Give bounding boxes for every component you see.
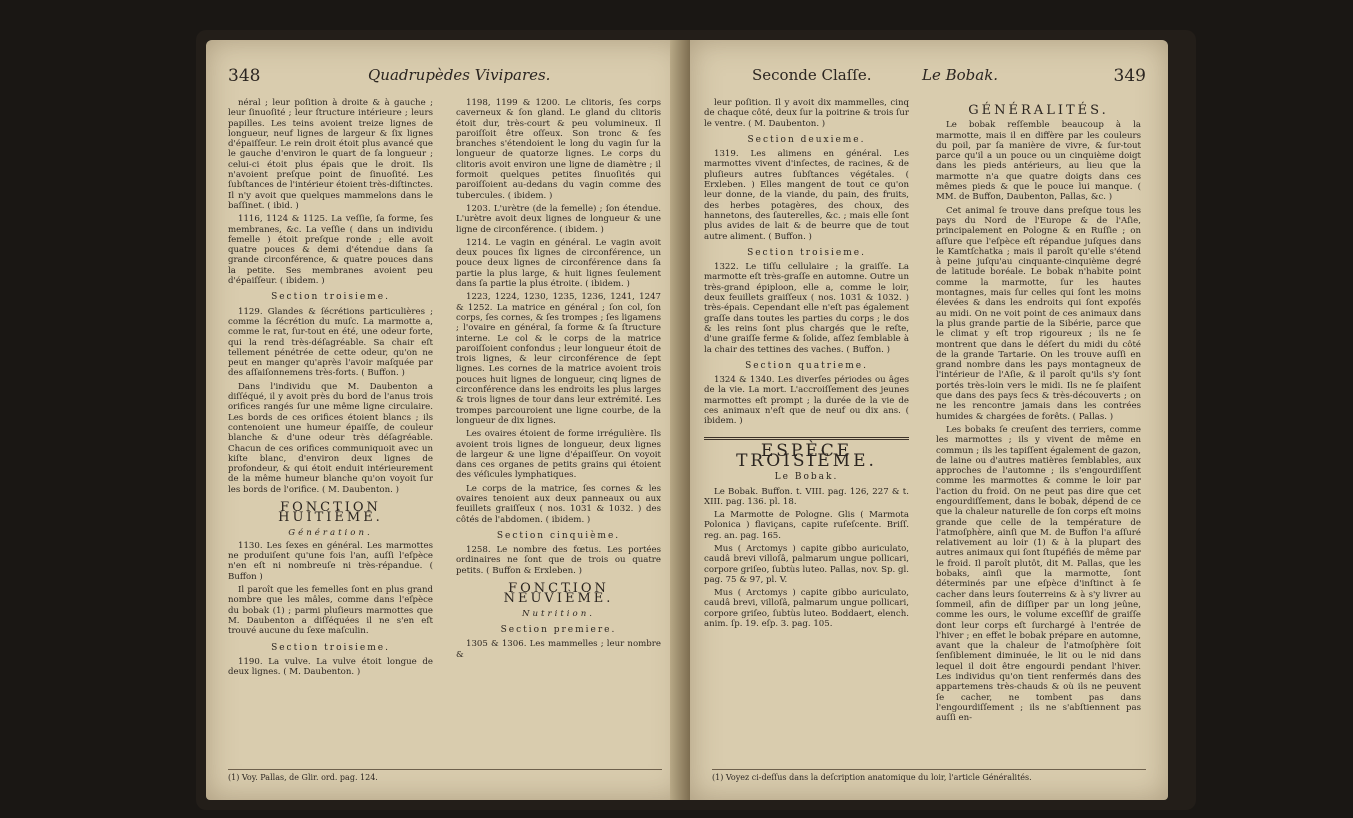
subheading: Nutrition. [521, 608, 595, 619]
chapter-heading: FONCTION NEUVIÈME. [503, 581, 614, 607]
page-number: 349 [1113, 66, 1146, 86]
footnote: (1) Voyez ci-deſſus dans la deſcription anatomique du loir, l'article Généralités. [712, 769, 1146, 782]
paragraph: 1319. Les alimens en général. Les marmottes vivent d'inſectes, de racines, & de pluſieurs autres ſubſtances végétales. ( Erxleben. ) Elles mangent de tout ce qu'on leur donne, de la viande, du pain, des fruits, des herbes potagères, des choux, des hannetons, des ſauterelles, &c. ; mais elle ſont plus avides de lait & de beurre que de tout autre aliment. ( Buffon. ) [704, 149, 909, 242]
paragraph: Les ovaires étoient de forme irrégulière. Ils avoient trois lignes de longueur, deux lignes de largeur & une ligne d'épaiſſeur. On voyoit dans ces organes de petits grains qui étoient des véſicules lymphatiques. [456, 429, 661, 481]
running-title-right: Le Bobak. [922, 66, 999, 84]
paragraph: 1223, 1224, 1230, 1235, 1236, 1241, 1247 & 1252. La matrice en général ; ſon col, ſon corps, ſes cornes, & ſes trompes ; ſes ligamens ; l'ovaire en général, ſa forme & ſa ſtructure interne. Le col & le corps de la matrice paroiſſoient confondus ; leur longueur étoit de trois lignes, & leur circonférence de ſept lignes. Les cornes de la matrice avoient trois pouces huit lignes de longueur, cinq lignes de circonférence dans les endroits les plus larges & trois lignes de tour dans leur extrémité. Les trompes parcouroient une ligne courbe, de la longueur de dix lignes. [456, 292, 661, 426]
section-heading: Section troisieme. [271, 642, 390, 653]
paragraph: Cet animal ſe trouve dans preſque tous les pays du Nord de l'Europe & de l'Aſie, principalement en Pologne & en Ruſſie ; on aſſure que l'eſpèce eſt répandue juſques dans le Kamtſchatka ; mais il paroît qu'elle s'étend à peine juſqu'au cinquante-cinquième degré de latitude boréale. Le bobak n'habite point comme la marmotte, ſur les hautes montagnes, mais ſur celles qui ſont les moins élevées & dans les endroits qui ſont expoſés au midi. On ne voit point de ces animaux dans la plus grande partie de la Sibérie, parce que le climat y eſt trop rigoureux ; ils ne ſe montrent que dans le déſert du midi du côté de la grande Tartarie. On les trouve auſſi en grand nombre dans les pays montagneux de l'intérieur de l'Aſie, & il paroît qu'ils s'y ſont portés très-loin vers le midi. Ils ne ſe plaiſent que dans des pays ſecs & très-découverts ; on ne les rencontre jamais dans les contrées humides & chargées de forêts. ( Pallas. ) [936, 205, 1141, 422]
section-heading: Section troisieme. [747, 247, 866, 258]
footnote: (1) Voy. Pallas, de Glir. ord. pag. 124. [228, 769, 662, 782]
paragraph: Le Bobak. Buffon. t. VIII. pag. 126, 227 & t. XIII. pag. 136. pl. 18. [704, 486, 909, 507]
paragraph: Mus ( Arctomys ) capite gibbo auriculato, caudâ brevi villoſâ, palmarum ungue pollicari, corpore griſeo, ſubtùs luteo. Pallas, nov. Sp. gl. pag. 75 & 97, pl. V. [704, 543, 909, 585]
paragraph: 1129. Glandes & ſécrétions particulières ; comme la ſécrétion du muſc. La marmotte a, comme le rat, ſur-tout en été, une odeur forte, qui la rend très-déſagréable. Sa chair eſt tellement pénétrée de cette odeur, qu'on ne peut en manger qu'après l'avoir maſquée par des aſſaiſonnemens très-forts. ( Buffon. ) [228, 306, 433, 379]
section-heading: Section troisieme. [271, 292, 390, 303]
section-heading: Le Bobak. [774, 472, 839, 483]
running-title-left: Seconde Claſſe. [752, 66, 872, 84]
right-page [690, 40, 1168, 800]
left-page [206, 40, 684, 800]
paragraph: Les bobaks ſe creuſent des terriers, comme les marmottes ; ils y vivent de même en commun ; ils les tapiſſent également de gazon, de laine ou d'autres matières ſemblables, aux approches de l'automne ; ils s'engourdiſſent comme les marmottes & comme le loir par l'action du froid. On ne peut pas dire que cet engourdiſſement, dans le bobak, dépend de ce que la chaleur naturelle de ſon corps eſt moins grande que celle de la température de l'atmoſphère, ainſi que M. de Buffon l'a aſſuré relativement au loir (1) & à la plupart des autres animaux qui ſont ſtupéfiés de même par le froid. Il paroît plutôt, dit M. Pallas, que les bobaks, ainſi que la marmotte, ſont déterminés par une eſpèce d'inſtinct à ſe cacher dans leurs ſouterreins & à s'y livrer au ſommeil, afin de diſſiper par un long jeûne, comme les ours, le volume exceſſif de graiſſe dont leur corps eſt ſurchargé à l'entrée de l'hiver ; en effet le bobak prépare en automne, avant que la chaleur de l'atmoſphère ſoit ſenſiblement diminuée, le lit ou le nid dans lequel il doit être engourdi pendant l'hiver. Les individus qu'on tient renfermés dans des appartemens très-chauds & où ils ne peuvent ſe cacher, ne tombent pas dans l'engourdiſſement ; ils ne s'abſtiennent pas auſſi en- [936, 424, 1141, 724]
paragraph: 1305 & 1306. Les mammelles ; leur nombre & [456, 639, 661, 660]
chapter-heading: GÉNÉRALITÉS. [968, 103, 1109, 118]
section-heading: Section deuxieme. [747, 134, 866, 145]
paragraph: 1324 & 1340. Les diverſes périodes ou âges de la vie. La mort. L'accroiſſement des jeunes marmottes eſt prompt ; la durée de la vie de ces animaux n'eſt que de neuf ou dix ans. ( ibidem. ) [704, 375, 909, 427]
running-title: Quadrupèdes Vivipares. [368, 66, 551, 84]
page-number: 348 [228, 66, 261, 86]
section-heading: Section cinquième. [496, 530, 621, 541]
paragraph: 1214. Le vagin en général. Le vagin avoit deux pouces ſix lignes de circonférence, un pouce deux lignes de circonférence dans ſa partie la plus large, & huit lignes ſeulement dans ſa partie la plus étroite. ( ibidem. ) [456, 237, 661, 290]
chapter-heading: FONCTION HUITIÈME. [278, 499, 383, 526]
right-column-2 [936, 98, 1141, 727]
paragraph: 1116, 1124 & 1125. La veſſie, ſa forme, ſes membranes, &c. La veſſie ( dans un individu femelle ) étoit preſque ronde ; elle avoit quatre pouces & demi d'étendue dans ſa grande circonférence, & quatre pouces dans la petite. Ses membranes avoient peu d'épaiſſeur. ( ibidem. ) [228, 214, 433, 287]
paragraph: Mus ( Arctomys ) capite gibbo auriculato, caudâ brevi, villoſâ, palmarum ungue pollicari, corpore griſeo, ſubtùs luteo. Boddaert, elench. anim. ſp. 19. eſp. 3. pag. 105. [704, 588, 909, 630]
section-heading: Section premiere. [500, 624, 617, 635]
paragraph: Le corps de la matrice, ſes cornes & les ovaires tenoient aux deux panneaux ou aux feuillets graiſſeux ( nos. 1031 & 1032. ) des côtés de l'abdomen. ( ibidem. ) [456, 483, 661, 525]
right-column-1 [704, 98, 909, 632]
paragraph: leur poſition. Il y avoit dix mammelles, cinq de chaque côté, deux ſur la poitrine & trois ſur le ventre. ( M. Daubenton. ) [704, 98, 909, 129]
paragraph: néral ; leur poſition à droite & à gauche ; leur ſinuoſité ; leur ſtructure intérieure ; leurs papilles. Les teins avoient treize lignes de longueur, neuf lignes de largeur & ſix lignes d'épaiſſeur. Le rein droit étoit plus avancé que le gauche d'environ le quart de ſa longueur ; celui-ci étoit plus épais que le droit. Ils n'avoient preſque point de ſinuoſité. Les ſubſtances de l'intérieur étoient très-diſtinctes. Il n'y avoit que quelques mammelons dans le baſſinet. ( ibid. ) [228, 98, 434, 211]
paragraph: 1258. Le nombre des fœtus. Les portées ordinaires ne ſont que de trois ou quatre petits. ( Buffon & Erxleben. ) [456, 545, 661, 576]
species-heading: ESPÈCE TROISIÈME. [704, 437, 909, 467]
paragraph: Le bobak reſſemble beaucoup à la marmotte, mais il en diffère par les couleurs du poil, par ſa manière de vivre, & ſur-tout parce qu'il a un pouce ou un cinquième doigt dans les pieds antérieurs, au lieu que la marmotte n'a que quatre doigts dans ces mêmes pieds & que le pouce lui manque. ( MM. de Buffon, Daubenton, Pallas, &c. ) [936, 120, 1141, 203]
subheading: Génération. [288, 527, 373, 538]
paragraph: 1322. Le tiſſu cellulaire ; la graiſſe. La marmotte eſt très-graſſe en automne. Outre un très-grand épiploon, elle a, comme le loir, deux feuillets graiſſeux ( nos. 1031 & 1032. ) très-épais. Cependant elle n'eſt pas également graſſe dans toutes les parties du corps ; le dos & les reins ſont plus chargés que le reſte, d'une graiſſe ferme & ſolide, aſſez ſemblable à la chair des tettines des vaches. ( Buffon. ) [704, 262, 909, 355]
paragraph: Dans l'individu que M. Daubenton a diſſéqué, il y avoit près du bord de l'anus trois orifices rangés ſur une même ligne circulaire. Les bords de ces orifices étoient blancs ; ils contenoient une humeur épaiſſe, de couleur blanche & d'une odeur très déſagréable. Chacun de ces orifices communiquoit avec un kiſte blanc, d'environ deux lignes de profondeur, & qui étoit enduit intérieurement de la même humeur blanche qu'on voyoit ſur les bords de l'orifice. ( M. Daubenton. ) [228, 381, 433, 495]
paragraph: 1130. Les ſexes en général. Les marmottes ne produiſent qu'une fois l'an, auſſi l'eſpèce n'en eſt ni nombreuſe ni très-répandue. ( Buffon ) [228, 540, 433, 582]
right-page-header [712, 66, 1146, 94]
paragraph: La Marmotte de Pologne. Glis ( Marmota Polonica ) flaviçans, capite ruſeſcente. Briſſ. reg. an. pag. 165. [704, 510, 909, 541]
paragraph: 1198, 1199 & 1200. Le clitoris, ſes corps caverneux & ſon gland. Le gland du clitoris étoit dur, très-court & peu volumineux. Il paroiſſoit être oſſeux. Son tronc & ſes branches s'étendoient le long du vagin ſur la longueur de quatorze lignes. Le corps du clitoris avoit environ une ligne de diamètre ; il formoit quelques petites ſinuoſités qui paroiſſoient au-dedans du vagin comme des tubercules. ( ibidem. ) [456, 98, 661, 201]
section-heading: Section quatrieme. [745, 360, 868, 371]
left-page-header [228, 66, 662, 94]
left-column-2 [456, 98, 661, 663]
left-column-1 [228, 98, 433, 680]
paragraph: 1190. La vulve. La vulve étoit longue de deux lignes. ( M. Daubenton. ) [228, 656, 433, 678]
paragraph: 1203. L'urètre (de la femelle) ; ſon étendue. L'urètre avoit deux lignes de longueur & une ligne de circonférence. ( ibidem. ) [456, 203, 661, 235]
paragraph: Il paroît que les femelles ſont en plus grand nombre que les mâles, comme dans l'eſpèce du bobak (1) ; parmi pluſieurs marmottes que M. Daubenton a diſſéquées il ne s'en eſt trouvé aucune du ſexe maſculin. [228, 585, 433, 637]
